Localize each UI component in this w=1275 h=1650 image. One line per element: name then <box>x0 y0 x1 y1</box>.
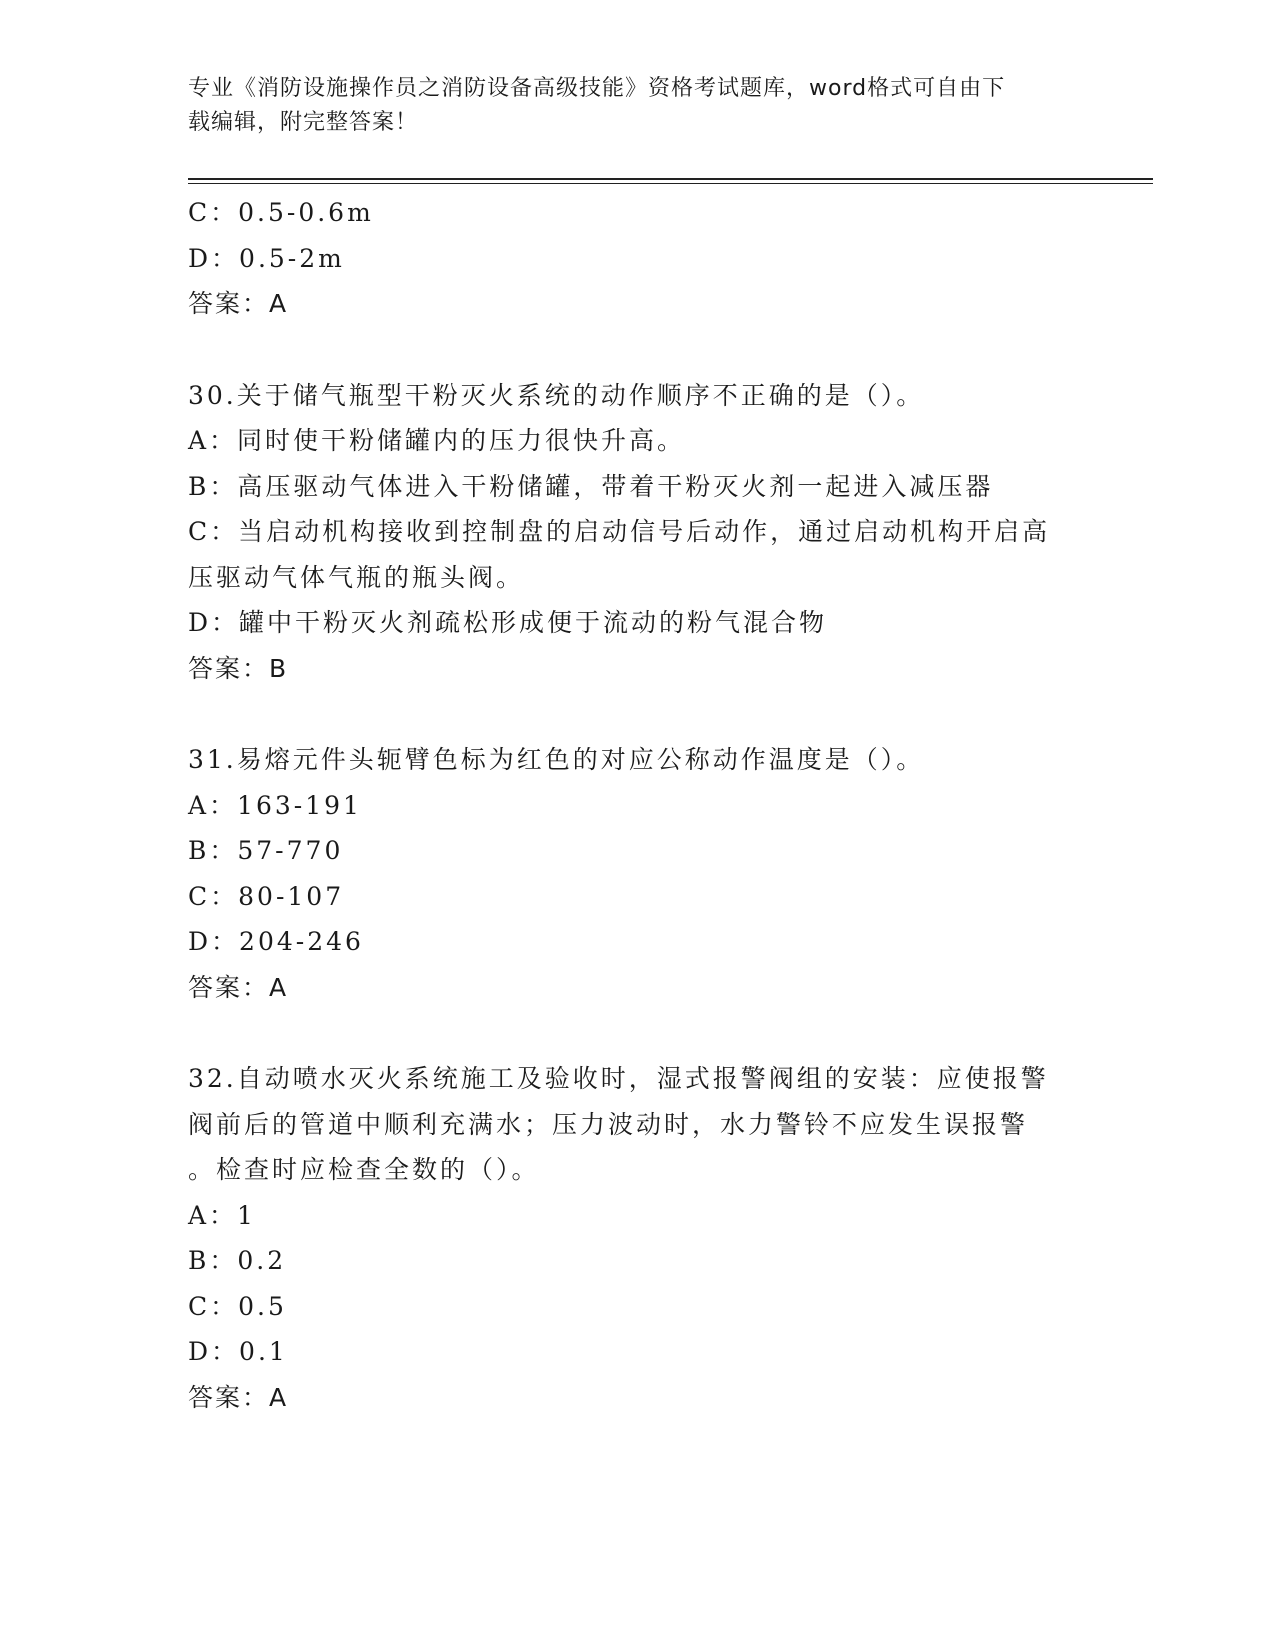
question-stem: 30.关于储气瓶型干粉灭火系统的动作顺序不正确的是（）。 <box>188 380 925 410</box>
answer: 答案：B <box>188 653 289 683</box>
answer: 答案：A <box>188 289 289 318</box>
question-30 <box>188 373 1088 692</box>
option-c: C：0.5 <box>188 1291 287 1321</box>
question-stem: 32.自动喷水灭火系统施工及验收时，湿式报警阀组的安装：应使报警 <box>188 1064 1049 1093</box>
option-a: A：1 <box>188 1200 256 1230</box>
answer: 答案：A <box>188 1382 289 1412</box>
question-stem-line-2: 阀前后的管道中顺利充满水；压力波动时，水力警铃不应发生误报警 <box>188 1109 1029 1139</box>
question-stem-line-3: 。检查时应检查全数的（）。 <box>188 1155 540 1184</box>
option-b: B：57-770 <box>188 836 344 865</box>
option-c-continued: 压驱动气体气瓶的瓶头阀。 <box>188 562 525 592</box>
option-d: D：204-246 <box>188 927 364 956</box>
option-a: A：163-191 <box>188 790 362 820</box>
question-31 <box>188 737 1088 1010</box>
question-content <box>188 190 1088 1420</box>
option-c: C：0.5-0.6m <box>188 198 374 227</box>
document-header <box>188 72 1088 140</box>
answer: 答案：A <box>188 972 289 1002</box>
option-c: C：80-107 <box>188 881 345 911</box>
spacer <box>188 327 1088 373</box>
option-c: C：当启动机构接收到控制盘的启动信号后动作，通过启动机构开启高 <box>188 517 1051 546</box>
option-d: D：0.5-2m <box>188 243 345 273</box>
header-line-1: 专业《消防设施操作员之消防设备高级技能》资格考试题库，word格式可自由下 <box>188 76 1006 101</box>
option-b: B：0.2 <box>188 1246 287 1275</box>
option-b: B：高压驱动气体进入干粉储罐，带着干粉灭火剂一起进入减压器 <box>188 471 994 501</box>
spacer <box>188 691 1088 737</box>
header-line-2: 载编辑，附完整答案！ <box>188 110 419 135</box>
question-stem: 31.易熔元件头轭臂色标为红色的对应公称动作温度是（）。 <box>188 745 925 774</box>
header-divider-thin <box>188 183 1153 184</box>
spacer <box>188 1010 1088 1056</box>
option-a: A：同时使干粉储罐内的压力很快升高。 <box>188 426 686 455</box>
partial-question-29 <box>188 190 1088 327</box>
option-d: D：0.1 <box>188 1337 288 1366</box>
option-d: D：罐中干粉灭火剂疏松形成便于流动的粉气混合物 <box>188 608 828 637</box>
question-32 <box>188 1056 1088 1420</box>
header-divider-thick <box>188 178 1153 180</box>
